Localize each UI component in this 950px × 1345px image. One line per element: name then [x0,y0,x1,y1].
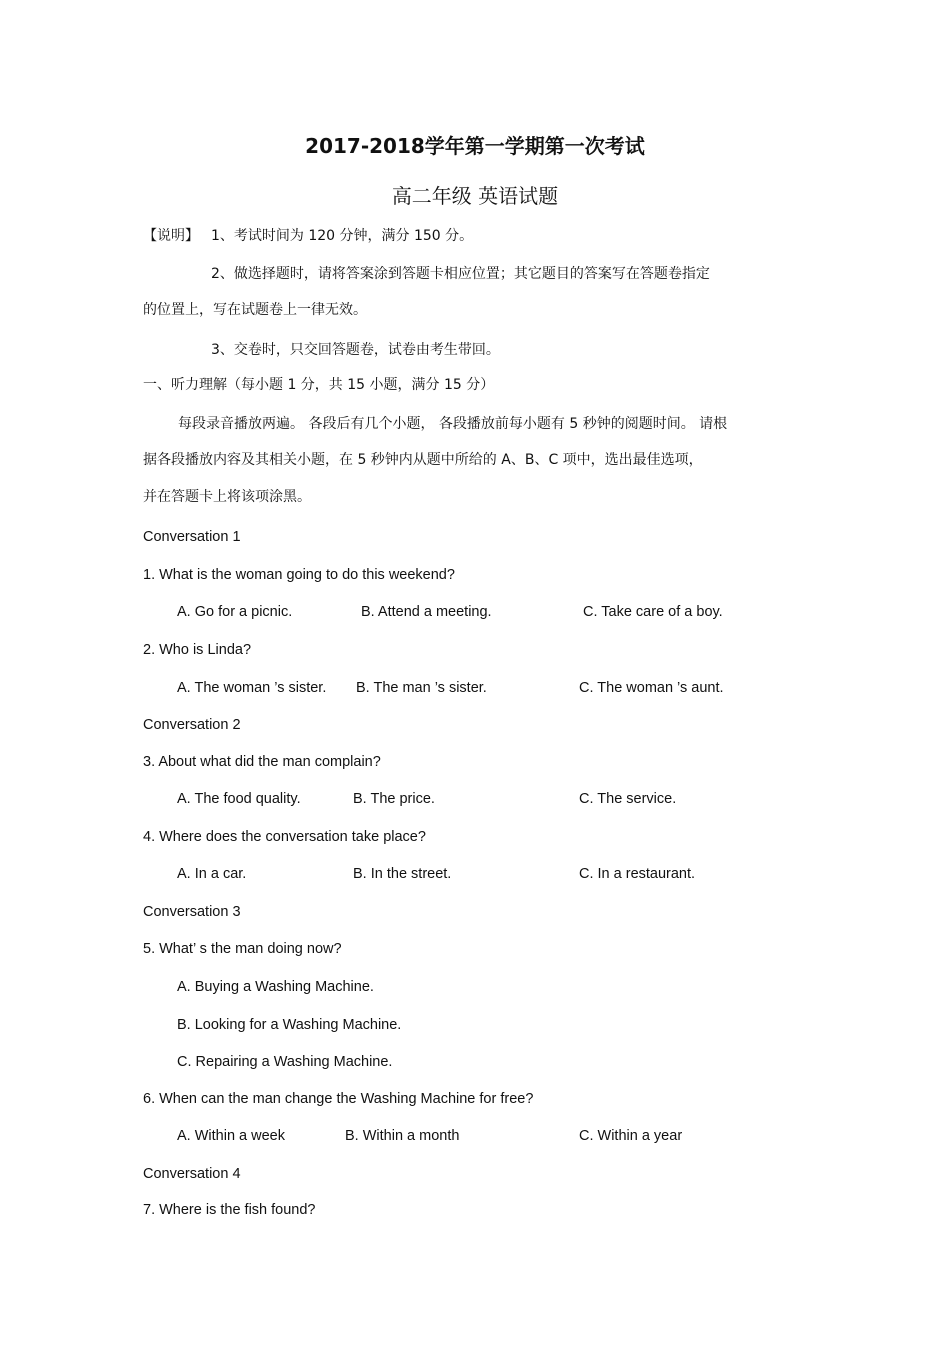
option-a: A. Buying a Washing Machine. [177,979,374,995]
option-c: C. In a restaurant. [579,866,696,882]
option-b: B. Attend a meeting. [361,604,492,620]
question-stem: 1. What is the woman going to do this weekend? [143,567,455,583]
option-a: A. Go for a picnic. [177,604,293,620]
option-b: B. Within a month [345,1128,460,1144]
option-c: C. Repairing a Washing Machine. [177,1054,393,1070]
question-stem: 3. About what did the man complain? [143,754,381,770]
section-heading: 一、听力理解（每小题 1 分，共 15 小题，满分 15 分） [143,377,495,393]
section-intro-line-1: 每段录音播放两遍。 各段后有几个小题， 各段播放前每小题有 5 秒钟的阅题时间。 请根 [178,416,728,432]
option-a: A. Within a week [177,1128,285,1144]
option-a: A. In a car. [177,866,247,882]
instruction-item-2-line-2: 的位置上，写在试题卷上一律无效。 [143,302,367,318]
conversation-heading: Conversation 4 [143,1166,241,1182]
option-a: A. The food quality. [177,791,301,807]
option-c: C. Within a year [579,1128,683,1144]
instruction-item-1: 1、考试时间为 120 分钟，满分 150 分。 [211,228,474,244]
option-a: A. The woman ’s sister. [177,680,327,696]
instruction-item-2-line-1: 2、做选择题时，请将答案涂到答题卡相应位置；其它题目的答案写在答题卷指定 [211,266,710,282]
question-stem: 2. Who is Linda? [143,642,252,658]
option-b: B. The price. [353,791,435,807]
option-c: C. The woman ’s aunt. [579,680,724,696]
section-intro-line-3: 并在答题卡上将该项涂黑。 [143,489,311,505]
question-stem: 6. When can the man change the Washing Machine for free? [143,1091,534,1107]
question-stem: 4. Where does the conversation take place? [143,829,426,845]
option-b: B. The man ’s sister. [356,680,487,696]
instructions-label: 【说明】 [143,228,199,244]
option-b: B. Looking for a Washing Machine. [177,1017,402,1033]
option-c: C. Take care of a boy. [583,604,723,620]
question-stem: 7. Where is the fish found? [143,1202,316,1218]
option-c: C. The service. [579,791,677,807]
conversation-heading: Conversation 1 [143,529,241,545]
option-b: B. In the street. [353,866,452,882]
instruction-item-3: 3、交卷时，只交回答题卷，试卷由考生带回。 [211,342,500,358]
section-intro-line-2: 据各段播放内容及其相关小题，在 5 秒钟内从题中所给的 A、B、C 项中，选出最佳选项， [143,452,703,468]
exam-title: 2017-2018学年第一学期第一次考试 [305,134,645,158]
exam-subtitle: 高二年级 英语试题 [391,184,559,208]
conversation-heading: Conversation 3 [143,904,241,920]
conversation-heading: Conversation 2 [143,717,241,733]
question-stem: 5. What’ s the man doing now? [143,941,342,957]
